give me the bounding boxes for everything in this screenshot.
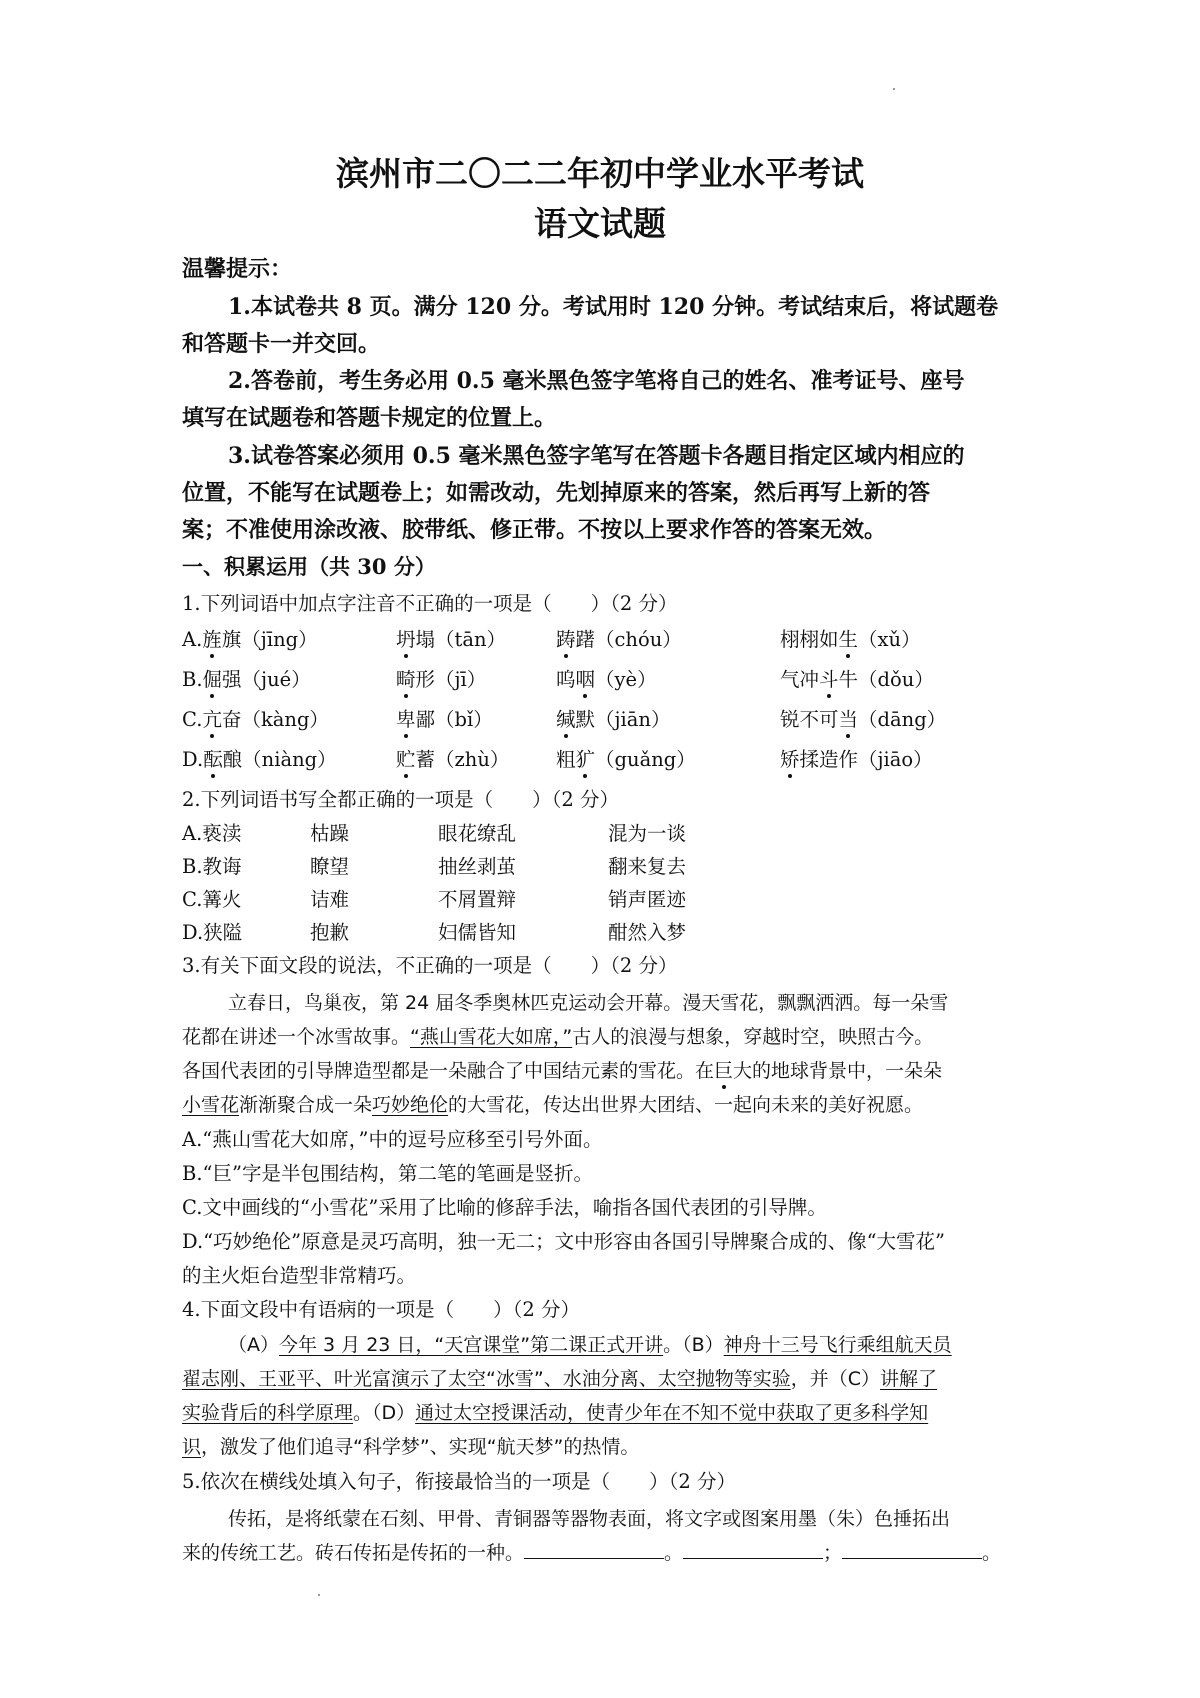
q1-option-a-col4 [780,624,921,652]
q3-passage-line-4 [182,1090,923,1117]
underlined-segment-d: 通过太空授课活动，使青少年在不知不觉中获取了更多科学知 [415,1402,929,1424]
q2-option-b-word1: B.教诲 [182,855,242,878]
notice-item-1a: 1.本试卷共 8 页。满分 120 分。考试用时 120 分钟。考试结束后，将试题卷 [228,294,999,320]
q5-passage-line-1: 传拓，是将纸蒙在石刻、甲骨、青铜器等器物表面，将文字或图案用墨（朱）色捶拓出 [228,1508,951,1530]
passage-text: 的大雪花，传达出世界大团结、一起向未来的美好祝愿。 [448,1094,924,1116]
word-text: 鄙（bǐ） [415,708,493,731]
punctuation: 。 [664,1542,684,1564]
passage-text: 花都在讲述一个冰雪故事。 [182,1026,411,1048]
q1-option-c-col4 [780,704,946,732]
underlined-phrase: 巧妙绝伦 [372,1094,449,1116]
q2-option-a-word2: 枯躁 [310,822,350,845]
notice-item-3a: 3.试卷答案必须用 0.5 毫米黑色签字笔写在答题卡各题目指定区域内相应的 [228,443,965,469]
q2-option-d-word4: 酣然入梦 [608,921,687,944]
q2-option-c-word4: 销声匿迹 [608,888,687,911]
notice-item-2a: 2.答卷前，考生务必用 0.5 毫米黑色签字笔将自己的姓名、准考证号、座号 [228,368,965,394]
answer-blank-1[interactable] [524,1540,664,1559]
q1-option-a-col2 [396,624,506,652]
q2-option-c-word2: 诘难 [310,888,350,911]
notice-item-1b: 和答题卡一并交回。 [182,331,381,357]
q5-passage-line-2 [182,1538,1001,1565]
dotted-char: 亢 [202,708,222,731]
q1-option-b-col3 [556,664,657,692]
underlined-phrase: 小雪花 [182,1094,240,1116]
underlined-segment-c: 讲解了 [879,1368,937,1390]
word-text: （dāng） [858,708,947,731]
q2-option-b-word2: 瞭望 [310,855,350,878]
passage-text: ，激发了他们追寻“科学梦”、实现“航天梦”的热情。 [201,1436,640,1458]
question-2-stem: 2.下列词语书写全都正确的一项是（ ）（2 分） [182,788,619,811]
dotted-char: 卑 [396,708,416,731]
passage-text: 大的地球背景中，一朵朵 [733,1060,943,1082]
passage-text: 古人的浪漫与想象，穿越时空，映照古今。 [572,1026,934,1048]
underlined-segment-d: 识 [182,1436,202,1458]
q1-option-b-col4 [780,664,934,692]
passage-text: （A） [228,1334,279,1356]
word-text: 栩栩如 [780,628,839,651]
word-text: （xǔ） [858,628,921,651]
section-heading: 一、积累运用（共 30 分） [182,554,436,579]
q3-option-b: B.“巨”字是半包围结构，第二笔的笔画是竖折。 [182,1162,593,1185]
dotted-char: 巨 [714,1060,734,1082]
dotted-char: 贮 [396,748,416,771]
q2-option-d-word3: 妇儒皆知 [438,921,517,944]
passage-text: 。（B） [663,1334,724,1356]
word-text: 揉造作（jiāo） [799,748,933,771]
dotted-char: 旌 [202,628,222,651]
word-text: 气冲 [780,668,820,691]
scan-dot [318,1594,320,1596]
punctuation: 。 [982,1542,1002,1564]
dotted-char: 生 [838,628,859,651]
q1-option-a-col3 [556,624,682,652]
q4-passage-line-4 [182,1432,639,1459]
dotted-char: 缄 [556,708,576,731]
dotted-char: 斗 [819,668,839,691]
q2-option-c-word1: C.篝火 [182,888,242,911]
question-3-stem: 3.有关下面文段的说法，不正确的一项是（ ）（2 分） [182,954,678,977]
scan-dot [893,88,895,90]
q1-option-c-col1 [182,704,329,732]
notice-item-3c: 案；不准使用涂改液、胶带纸、修正带。不按以上要求作答的答案无效。 [182,517,887,543]
word-text: 塌（tān） [415,628,507,651]
option-prefix: C. [182,708,203,731]
dotted-char: 犷 [575,748,596,771]
passage-text: 。（D） [353,1402,416,1424]
option-prefix: A. [182,628,203,651]
word-text: 旗（jīng） [221,628,318,651]
q1-option-b-col1 [182,664,311,692]
option-prefix: D. [182,748,204,771]
exam-title: 滨州市二〇二二年初中学业水平考试 [336,154,864,193]
option-prefix: B. [182,668,203,691]
q1-option-d-col2 [396,744,509,772]
q2-option-a-word3: 眼花缭乱 [438,822,517,845]
dotted-char: 矫 [780,748,800,771]
question-4-stem: 4.下面文段中有语病的一项是（ ）（2 分） [182,1298,580,1321]
q1-option-d-col4 [780,744,933,772]
question-5-stem: 5.依次在横线处填入句子，衔接最恰当的一项是（ ）（2 分） [182,1470,736,1493]
dotted-char: 畸 [396,668,416,691]
q1-option-c-col3 [556,704,670,732]
passage-text: 各国代表团的引导牌造型都是一朵融合了中国结元素的雪花。在 [182,1060,715,1082]
q3-option-a: A.“燕山雪花大如席，”中的逗号应移至引号外面。 [182,1128,603,1151]
underlined-quote: “燕山雪花大如席，” [410,1026,573,1048]
word-text: 呜 [556,668,576,691]
q3-passage-line-1: 立春日，鸟巢夜，第 24 届冬季奥林匹克运动会开幕。漫天雪花，飘飘洒洒。每一朵雪 [228,992,949,1014]
notice-heading: 温馨提示： [182,256,293,282]
passage-text: ，并（C） [790,1368,880,1390]
q2-option-d-word1: D.狭隘 [182,921,243,944]
word-text: 锐不可 [780,708,839,731]
q1-option-c-col2 [396,704,493,732]
exam-subtitle: 语文试题 [534,204,666,243]
word-text: （guǎng） [595,748,696,771]
underlined-segment-a: 今年 3 月 23 日，“天宫课堂”第二课正式开讲 [279,1334,664,1356]
q4-passage-line-3 [182,1398,928,1425]
passage-text: 渐渐聚合成一朵 [239,1094,373,1116]
q4-passage-line-2 [182,1364,937,1391]
dotted-char: 当 [838,708,859,731]
q2-option-b-word3: 抽丝剥茧 [438,855,517,878]
word-text: 默（jiān） [575,708,671,731]
underlined-segment-b: 神舟十三号飞行乘组航天员 [723,1334,952,1356]
q2-option-d-word2: 抱歉 [310,921,350,944]
word-text: 奋（kàng） [221,708,329,731]
q1-option-d-col3 [556,744,696,772]
dotted-char: 酝 [203,748,223,771]
q3-passage-line-2 [182,1022,933,1049]
q2-option-a-word1: A.亵渎 [182,822,242,845]
q1-option-a-col1 [182,624,318,652]
word-text: 躇（chóu） [575,628,682,651]
passage-text: 来的传统工艺。砖石传拓是传拓的一种。 [182,1542,525,1564]
word-text: 形（jī） [415,668,487,691]
word-text: 牛（dǒu） [838,668,934,691]
word-text: 蓄（zhù） [415,748,510,771]
q3-option-d-line1: D.“巧妙绝伦”原意是灵巧高明，独一无二；文中形容由各国引导牌聚合成的、像“大雪花” [182,1230,946,1253]
q3-option-d-line2: 的主火炬台造型非常精巧。 [182,1264,417,1287]
q2-option-c-word3: 不屑置辩 [438,888,517,911]
question-1-stem: 1.下列词语中加点字注音不正确的一项是（ ）（2 分） [182,592,678,615]
dotted-char: 倔 [202,668,223,691]
word-text: 强（jué） [222,668,311,691]
underlined-segment-b: 翟志刚、王亚平、叶光富演示了太空“冰雪”、水油分离、太空抛物等实验 [182,1368,791,1390]
q3-option-c: C.文中画线的“小雪花”采用了比喻的修辞手法，喻指各国代表团的引导牌。 [182,1196,827,1219]
q2-option-a-word4: 混为一谈 [608,822,687,845]
q1-option-b-col2 [396,664,486,692]
q2-option-b-word4: 翻来复去 [608,855,687,878]
punctuation: ； [823,1542,843,1564]
word-text: （yè） [595,668,657,691]
underlined-segment-c: 实验背后的科学原理 [182,1402,354,1424]
answer-blank-3[interactable] [842,1540,982,1559]
dotted-char: 坍 [396,628,416,651]
answer-blank-2[interactable] [683,1540,823,1559]
word-text: 粗 [556,748,576,771]
dotted-char: 咽 [575,668,596,691]
q1-option-d-col1 [182,744,337,772]
q3-passage-line-3 [182,1056,942,1083]
word-text: 酿（niàng） [222,748,337,771]
notice-item-3b: 位置，不能写在试题卷上；如需改动，先划掉原来的答案，然后再写上新的答 [182,480,931,506]
q4-passage-line-1 [228,1330,952,1357]
dotted-char: 踌 [556,628,576,651]
notice-item-2b: 填写在试题卷和答题卡规定的位置上。 [182,405,557,431]
